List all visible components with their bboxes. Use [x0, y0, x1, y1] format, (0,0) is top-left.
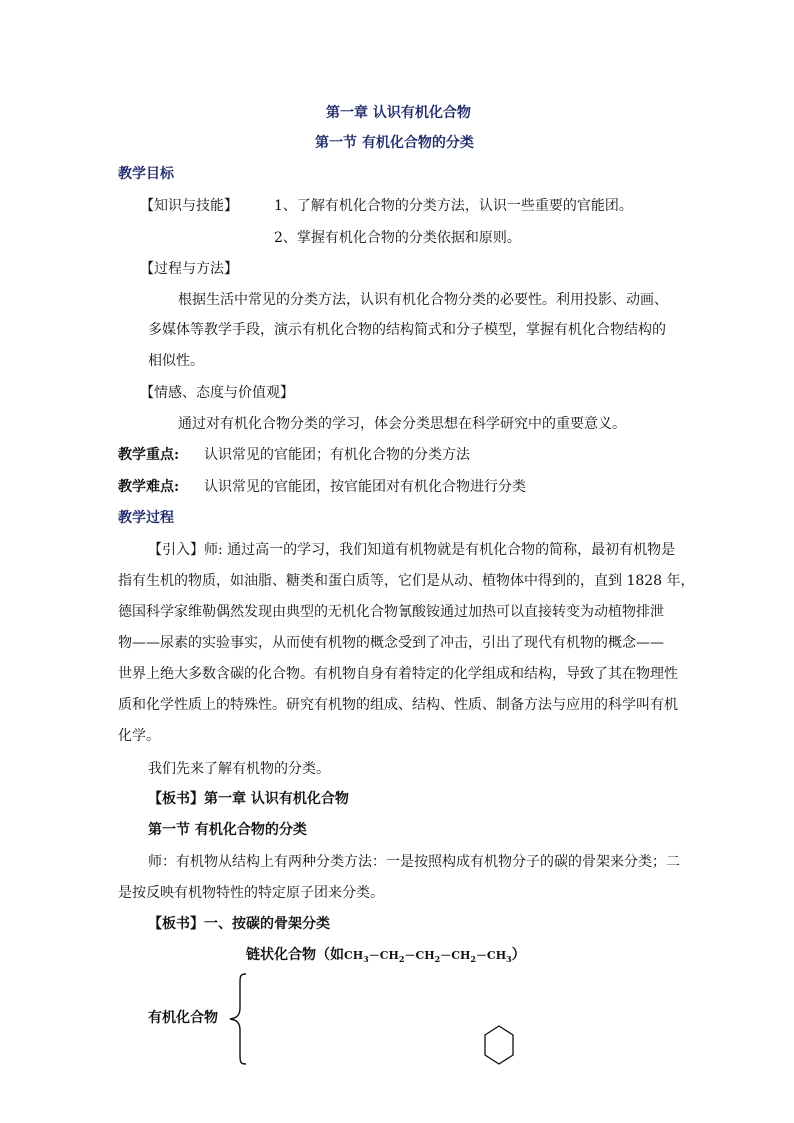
emotion-line-1: 通过对有机化合物分类的学习，体会分类思想在科学研究中的重要意义。: [178, 416, 626, 432]
knowledge-item-2: 2、掌握有机化合物的分类依据和原则。: [274, 230, 521, 246]
intro-line-1: 【引入】师: 通过高一的学习，我们知道有机物就是有机化合物的简称，最初有机物是: [148, 542, 676, 558]
chain-close: ）: [511, 947, 526, 963]
intro-line-5: 世界上绝大多数含碳的化合物。有机物自身有着特定的化学组成和结构，导致了其在物理性: [118, 666, 678, 682]
curly-brace: [228, 972, 248, 1066]
process-heading: 教学过程: [118, 510, 174, 526]
process-line-3: 相似性。: [148, 353, 204, 369]
board-section-title: 第一节 有机化合物的分类: [148, 822, 307, 838]
chain-label-text: 链状化合物（如: [246, 947, 344, 963]
chapter-title: 第一章 认识有机化合物: [326, 105, 471, 121]
intro-line-2: 指有生机的物质，如油脂、糖类和蛋白质等，它们是从动、植物体中得到的，直到 1828 年，: [118, 573, 695, 589]
intro-line-4: 物——尿素的实验事实，从而使有机物的概念受到了冲击，引出了现代有机物的概念——: [118, 635, 664, 651]
teacher-line-2: 是按反映有机物特性的特定原子团来分类。: [118, 885, 384, 901]
chain-compound-label: [246, 945, 526, 969]
emotion-label: 【情感、态度与价值观】: [140, 385, 294, 401]
board-heading-2: 【板书】一、按碳的骨架分类: [148, 916, 330, 932]
process-line-1: 根据生活中常见的分类方法，认识有机化合物分类的必要性。利用投影、动画、: [178, 292, 668, 308]
process-label: 【过程与方法】: [140, 261, 238, 277]
knowledge-item-1: 1、了解有机化合物的分类方法，认识一些重要的官能团。: [274, 198, 633, 214]
difficult-point-label: 教学难点:: [118, 479, 180, 495]
teacher-line-1: 师：有机物从结构上有两种分类方法：一是按照构成有机物分子的碳的骨架来分类；二: [148, 854, 680, 870]
knowledge-label: 【知识与技能】: [140, 198, 238, 214]
intro-line-3: 德国科学家维勒偶然发现由典型的无机化合物氰酸铵通过加热可以直接转变为动植物排泄: [118, 604, 664, 620]
intro-line-6: 质和化学性质上的特殊性。研究有机物的组成、结构、性质、制备方法与应用的科学叫有机: [118, 697, 678, 713]
section-title: 第一节 有机化合物的分类: [315, 135, 474, 151]
board-heading-1: 【板书】第一章 认识有机化合物: [148, 791, 349, 807]
organic-compound-root: 有机化合物: [148, 1010, 218, 1026]
key-point-text: 认识常见的官能团；有机化合物的分类方法: [204, 447, 470, 463]
objectives-heading: 教学目标: [118, 166, 174, 182]
benzene-hexagon-icon: [483, 1024, 515, 1066]
process-line-2: 多媒体等教学手段，演示有机化合物的结构简式和分子模型，掌握有机化合物结构的: [148, 322, 666, 338]
intro-line-7: 化学。: [118, 728, 160, 744]
understand-line: 我们先来了解有机物的分类。: [148, 761, 330, 777]
difficult-point-text: 认识常见的官能团，按官能团对有机化合物进行分类: [204, 479, 526, 495]
key-point-label: 教学重点:: [118, 447, 180, 463]
chain-formula: $CH_3-CH_2-CH_2-CH_2-CH_3$: [344, 949, 512, 964]
